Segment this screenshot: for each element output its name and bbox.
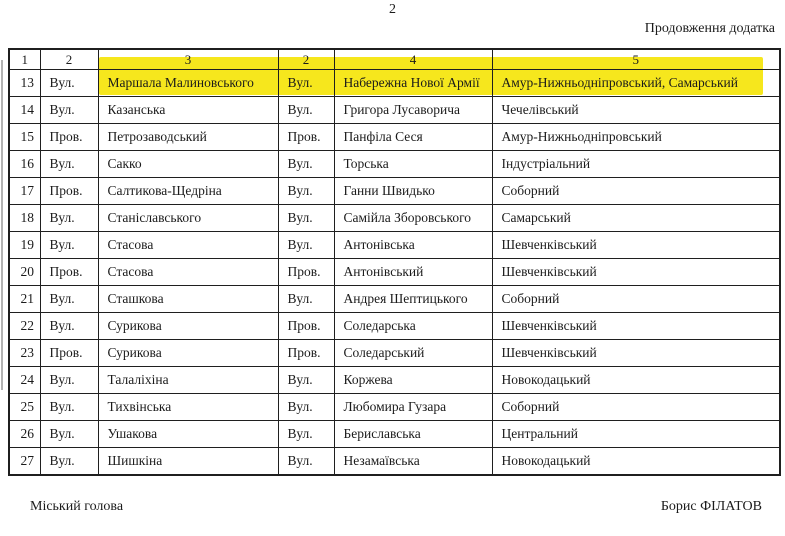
new-type-cell: Вул. <box>278 286 334 313</box>
old-type-cell: Вул. <box>40 286 98 313</box>
column-header-3: 3 <box>98 49 278 70</box>
district-cell: Шевченківський <box>492 259 780 286</box>
old-name-cell: Станіславського <box>98 205 278 232</box>
table-row <box>9 232 780 259</box>
column-header-2: 2 <box>40 49 98 70</box>
row-number-cell: 13 <box>9 70 40 97</box>
new-name-cell: Любомира Гузара <box>334 394 492 421</box>
scan-edge-artifact <box>1 60 3 390</box>
column-header-4: 2 <box>278 49 334 70</box>
new-name-cell: Ганни Швидько <box>334 178 492 205</box>
old-type-cell: Вул. <box>40 97 98 124</box>
old-type-cell: Вул. <box>40 367 98 394</box>
new-name-cell: Коржева <box>334 367 492 394</box>
old-type-cell: Вул. <box>40 313 98 340</box>
table-row <box>9 448 780 476</box>
old-name-cell: Сташкова <box>98 286 278 313</box>
old-name-cell: Сакко <box>98 151 278 178</box>
new-type-cell: Вул. <box>278 97 334 124</box>
new-type-cell: Вул. <box>278 205 334 232</box>
column-header-5: 4 <box>334 49 492 70</box>
district-cell: Центральний <box>492 421 780 448</box>
table-row <box>9 313 780 340</box>
district-cell: Шевченківський <box>492 340 780 367</box>
row-number-cell: 16 <box>9 151 40 178</box>
district-cell: Амур-Нижньодніпровський, Самарський <box>492 70 780 97</box>
old-type-cell: Пров. <box>40 259 98 286</box>
mayor-title: Міський голова <box>30 499 124 514</box>
new-type-cell: Пров. <box>278 124 334 151</box>
new-name-cell: Набережна Нової Армії <box>334 70 492 97</box>
new-type-cell: Вул. <box>278 151 334 178</box>
district-cell: Амур-Нижньодніпровський <box>492 124 780 151</box>
district-cell: Соборний <box>492 394 780 421</box>
appendix-continuation-label: Продовження додатка <box>644 21 775 36</box>
row-number-cell: 15 <box>9 124 40 151</box>
new-name-cell: Антонівська <box>334 232 492 259</box>
new-type-cell: Вул. <box>278 394 334 421</box>
district-cell: Шевченківський <box>492 313 780 340</box>
old-name-cell: Казанська <box>98 97 278 124</box>
old-name-cell: Маршала Малиновського <box>98 70 278 97</box>
row-number-cell: 21 <box>9 286 40 313</box>
row-number-cell: 18 <box>9 205 40 232</box>
table-row <box>9 394 780 421</box>
street-rename-table <box>8 48 781 476</box>
row-number-cell: 23 <box>9 340 40 367</box>
new-type-cell: Вул. <box>278 448 334 476</box>
new-name-cell: Андрея Шептицького <box>334 286 492 313</box>
new-type-cell: Пров. <box>278 313 334 340</box>
new-type-cell: Вул. <box>278 70 334 97</box>
district-cell: Новокодацький <box>492 367 780 394</box>
new-name-cell: Торська <box>334 151 492 178</box>
district-cell: Соборний <box>492 286 780 313</box>
row-number-cell: 20 <box>9 259 40 286</box>
new-type-cell: Вул. <box>278 178 334 205</box>
new-name-cell: Бериславська <box>334 421 492 448</box>
old-name-cell: Талаліхіна <box>98 367 278 394</box>
new-name-cell: Антонівський <box>334 259 492 286</box>
district-cell: Соборний <box>492 178 780 205</box>
old-type-cell: Вул. <box>40 205 98 232</box>
district-cell: Чечелівський <box>492 97 780 124</box>
row-number-cell: 17 <box>9 178 40 205</box>
old-name-cell: Шишкіна <box>98 448 278 476</box>
new-name-cell: Григора Лусаворича <box>334 97 492 124</box>
table-row <box>9 70 780 97</box>
new-type-cell: Пров. <box>278 340 334 367</box>
old-name-cell: Сурикова <box>98 313 278 340</box>
row-number-cell: 26 <box>9 421 40 448</box>
district-cell: Шевченківський <box>492 232 780 259</box>
old-type-cell: Пров. <box>40 340 98 367</box>
row-number-cell: 19 <box>9 232 40 259</box>
row-number-cell: 14 <box>9 97 40 124</box>
new-name-cell: Незамаївська <box>334 448 492 476</box>
old-name-cell: Ушакова <box>98 421 278 448</box>
table-row <box>9 340 780 367</box>
district-cell: Самарський <box>492 205 780 232</box>
old-name-cell: Петрозаводський <box>98 124 278 151</box>
old-type-cell: Вул. <box>40 70 98 97</box>
old-name-cell: Стасова <box>98 259 278 286</box>
table-row <box>9 367 780 394</box>
district-cell: Індустріальний <box>492 151 780 178</box>
table-row <box>9 97 780 124</box>
old-type-cell: Пров. <box>40 124 98 151</box>
old-type-cell: Вул. <box>40 421 98 448</box>
table-row <box>9 259 780 286</box>
table-row <box>9 178 780 205</box>
table-row <box>9 205 780 232</box>
row-number-cell: 22 <box>9 313 40 340</box>
old-name-cell: Сурикова <box>98 340 278 367</box>
table-row <box>9 286 780 313</box>
row-number-cell: 25 <box>9 394 40 421</box>
new-name-cell: Соледарська <box>334 313 492 340</box>
old-type-cell: Вул. <box>40 232 98 259</box>
table-row <box>9 421 780 448</box>
new-name-cell: Панфіла Сеся <box>334 124 492 151</box>
old-type-cell: Вул. <box>40 151 98 178</box>
mayor-name: Борис ФІЛАТОВ <box>660 499 762 514</box>
new-name-cell: Соледарський <box>334 340 492 367</box>
table-header-row <box>9 49 780 70</box>
row-number-cell: 27 <box>9 448 40 476</box>
new-type-cell: Вул. <box>278 367 334 394</box>
new-type-cell: Вул. <box>278 232 334 259</box>
row-number-cell: 24 <box>9 367 40 394</box>
old-name-cell: Тихвінська <box>98 394 278 421</box>
old-name-cell: Стасова <box>98 232 278 259</box>
old-name-cell: Салтикова-Щедріна <box>98 178 278 205</box>
new-name-cell: Самійла Зборовського <box>334 205 492 232</box>
new-type-cell: Пров. <box>278 259 334 286</box>
table-row <box>9 124 780 151</box>
page-number: 2 <box>389 2 396 17</box>
column-header-1: 1 <box>9 49 40 70</box>
old-type-cell: Вул. <box>40 394 98 421</box>
table-row <box>9 151 780 178</box>
old-type-cell: Вул. <box>40 448 98 476</box>
old-type-cell: Пров. <box>40 178 98 205</box>
column-header-6: 5 <box>492 49 780 70</box>
district-cell: Новокодацький <box>492 448 780 476</box>
new-type-cell: Вул. <box>278 421 334 448</box>
